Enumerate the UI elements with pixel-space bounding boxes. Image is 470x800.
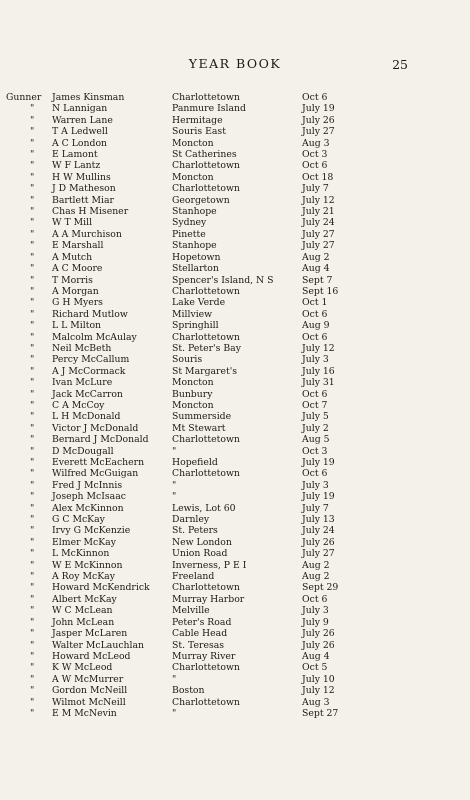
roster-row (0, 138, 470, 149)
roster-row (0, 195, 470, 206)
enlistment-date: Aug 3 (302, 696, 330, 708)
ditto-mark: " (30, 616, 35, 628)
roster-row (0, 594, 470, 605)
hometown: Murray River (172, 650, 236, 662)
ditto-mark: " (30, 514, 35, 526)
enlistment-date: July 9 (302, 616, 329, 628)
ditto-mark: " (30, 331, 35, 343)
enlistment-date: July 26 (302, 536, 335, 548)
soldier-name: Gordon McNeill (52, 685, 128, 697)
ditto-mark: " (30, 263, 35, 275)
roster-row (0, 560, 470, 571)
ditto-mark: " (30, 160, 35, 172)
enlistment-date: Aug 2 (302, 571, 330, 583)
soldier-name: W F Lantz (52, 160, 101, 172)
soldier-name: Wilmot McNeill (52, 696, 126, 708)
hometown: Charlottetown (172, 183, 240, 195)
enlistment-date: July 27 (302, 548, 335, 560)
hometown: Peter's Road (172, 616, 232, 628)
hometown: Lewis, Lot 60 (172, 502, 236, 514)
soldier-name: L McKinnon (52, 548, 110, 560)
hometown: St. Teresas (172, 639, 225, 651)
enlistment-date: July 27 (302, 240, 335, 252)
hometown: Stanhope (172, 206, 217, 218)
roster-row (0, 491, 470, 502)
ditto-mark: " (30, 399, 35, 411)
roster-row (0, 674, 470, 685)
hometown: Springhill (172, 320, 219, 332)
hometown: Charlottetown (172, 285, 240, 297)
soldier-name: Irvy G McKenzie (52, 525, 131, 537)
roster-row (0, 366, 470, 377)
roster-row (0, 457, 470, 468)
soldier-name: K W McLeod (52, 662, 113, 674)
ditto-mark: " (30, 639, 35, 651)
enlistment-date: Oct 6 (302, 468, 328, 480)
enlistment-date: Aug 2 (302, 559, 330, 571)
ditto-mark: " (30, 308, 35, 320)
ditto-mark: " (30, 194, 35, 206)
hometown: Charlottetown (172, 434, 240, 446)
ditto-mark: " (30, 571, 35, 583)
enlistment-date: Oct 3 (302, 445, 328, 457)
enlistment-date: July 3 (302, 605, 329, 617)
hometown: St. Peters (172, 525, 218, 537)
enlistment-date: July 12 (302, 685, 335, 697)
ditto-mark: " (30, 171, 35, 183)
soldier-name: Wilfred McGuigan (52, 468, 139, 480)
enlistment-date: July 26 (302, 628, 335, 640)
enlistment-date: July 26 (302, 114, 335, 126)
hometown: " (172, 491, 177, 503)
ditto-mark: " (30, 502, 35, 514)
soldier-name: Elmer McKay (52, 536, 116, 548)
enlistment-date: July 24 (302, 217, 335, 229)
hometown: Charlottetown (172, 468, 240, 480)
enlistment-date: Oct 6 (302, 308, 328, 320)
soldier-name: A W McMurrer (52, 673, 124, 685)
enlistment-date: July 13 (302, 514, 335, 526)
soldier-name: C A McCoy (52, 399, 105, 411)
enlistment-date: Oct 6 (302, 160, 328, 172)
enlistment-date: Sept 16 (302, 285, 339, 297)
hometown: Mt Stewart (172, 422, 226, 434)
enlistment-date: July 16 (302, 365, 335, 377)
ditto-mark: " (30, 707, 35, 719)
hometown: Summerside (172, 411, 232, 423)
ditto-mark: " (30, 696, 35, 708)
enlistment-date: July 3 (302, 354, 329, 366)
ditto-mark: " (30, 479, 35, 491)
ditto-mark: " (30, 206, 35, 218)
enlistment-date: Oct 7 (302, 399, 328, 411)
soldier-name: A J McCormack (52, 365, 126, 377)
ditto-mark: " (30, 548, 35, 560)
ditto-mark: " (30, 285, 35, 297)
enlistment-date: Oct 6 (302, 388, 328, 400)
roster-row (0, 514, 470, 525)
enlistment-date: July 21 (302, 206, 335, 218)
hometown: Moncton (172, 137, 214, 149)
ditto-mark: " (30, 411, 35, 423)
soldier-name: Alex McKinnon (52, 502, 124, 514)
hometown: Bunbury (172, 388, 213, 400)
ditto-mark: " (30, 422, 35, 434)
soldier-name: W E McKinnon (52, 559, 123, 571)
roster-row (0, 149, 470, 160)
ditto-mark: " (30, 320, 35, 332)
page-number: 25 (392, 57, 408, 72)
roster-row (0, 662, 470, 673)
roster-row (0, 343, 470, 354)
ditto-mark: " (30, 251, 35, 263)
ditto-mark: " (30, 536, 35, 548)
hometown: " (172, 707, 177, 719)
roster-row (0, 160, 470, 171)
roster-row (0, 651, 470, 662)
soldier-name: Neil McBeth (52, 342, 112, 354)
roster-row (0, 548, 470, 559)
roster-row (0, 434, 470, 445)
enlistment-date: July 19 (302, 491, 335, 503)
page-title: YEAR BOOK (188, 56, 282, 71)
soldier-name: Bernard J McDonald (52, 434, 149, 446)
soldier-name: W T Mill (52, 217, 93, 229)
hometown: Pinette (172, 228, 206, 240)
roster-row (0, 263, 470, 274)
roster-row (0, 537, 470, 548)
enlistment-date: Oct 1 (302, 297, 328, 309)
soldier-name: J D Matheson (52, 183, 116, 195)
roster-row (0, 708, 470, 719)
enlistment-date: July 2 (302, 422, 329, 434)
soldier-name: G C McKay (52, 514, 105, 526)
hometown: Charlottetown (172, 582, 240, 594)
ditto-mark: " (30, 445, 35, 457)
soldier-name: Albert McKay (52, 593, 117, 605)
ditto-mark: " (30, 342, 35, 354)
hometown: Charlottetown (172, 662, 240, 674)
hometown: Sydney (172, 217, 207, 229)
roster-row (0, 172, 470, 183)
enlistment-date: July 12 (302, 194, 335, 206)
soldier-name: John McLean (52, 616, 115, 628)
enlistment-date: Aug 9 (302, 320, 330, 332)
hometown: Boston (172, 685, 205, 697)
soldier-name: E Lamont (52, 149, 98, 161)
ditto-mark: " (30, 274, 35, 286)
roster-row (0, 183, 470, 194)
enlistment-date: Aug 4 (302, 650, 330, 662)
enlistment-date: Sept 7 (302, 274, 333, 286)
roster-row (0, 103, 470, 114)
hometown: " (172, 445, 177, 457)
roster-row (0, 582, 470, 593)
hometown: Inverness, P E I (172, 559, 247, 571)
hometown: Millview (172, 308, 213, 320)
soldier-name: L H McDonald (52, 411, 121, 423)
hometown: Georgetown (172, 194, 230, 206)
enlistment-date: Oct 5 (302, 662, 328, 674)
roster-row (0, 571, 470, 582)
enlistment-date: Oct 6 (302, 593, 328, 605)
soldier-name: Jasper McLaren (52, 628, 128, 640)
ditto-mark: " (30, 217, 35, 229)
soldier-name: A A Murchison (52, 228, 122, 240)
enlistment-date: Sept 29 (302, 582, 339, 594)
roster-row (0, 503, 470, 514)
hometown: " (172, 479, 177, 491)
ditto-mark: " (30, 377, 35, 389)
hometown: Freeland (172, 571, 215, 583)
enlistment-date: July 12 (302, 342, 335, 354)
roster-row (0, 697, 470, 708)
roster-row (0, 252, 470, 263)
soldier-name: Jack McCarron (52, 388, 123, 400)
soldier-name: Walter McLauchlan (52, 639, 145, 651)
ditto-mark: " (30, 468, 35, 480)
soldier-name: T Morris (52, 274, 93, 286)
soldier-name: Fred J McInnis (52, 479, 123, 491)
soldier-name: T A Ledwell (52, 126, 108, 138)
ditto-mark: " (30, 388, 35, 400)
soldier-name: Percy McCallum (52, 354, 130, 366)
soldier-name: Joseph McIsaac (52, 491, 126, 503)
soldier-name: Ivan McLure (52, 377, 113, 389)
hometown: Melville (172, 605, 210, 617)
roster-row (0, 217, 470, 228)
hometown: Moncton (172, 377, 214, 389)
roster-row (0, 605, 470, 616)
ditto-mark: " (30, 673, 35, 685)
ditto-mark: " (30, 365, 35, 377)
soldier-name: Chas H Misener (52, 206, 129, 218)
hometown: Moncton (172, 399, 214, 411)
soldier-name: E Marshall (52, 240, 104, 252)
ditto-mark: " (30, 650, 35, 662)
enlistment-date: July 5 (302, 411, 329, 423)
soldier-name: A Roy McKay (52, 571, 115, 583)
soldier-name: Howard McKendrick (52, 582, 150, 594)
soldier-name: Everett McEachern (52, 457, 145, 468)
hometown: Stellarton (172, 263, 219, 275)
hometown: Murray Harbor (172, 593, 245, 605)
ditto-mark: " (30, 354, 35, 366)
ditto-mark: " (30, 240, 35, 252)
hometown: Moncton (172, 171, 214, 183)
ditto-mark: " (30, 685, 35, 697)
roster-row (0, 389, 470, 400)
ditto-mark: " (30, 149, 35, 161)
ditto-mark: " (30, 126, 35, 138)
soldier-name: Howard McLeod (52, 650, 131, 662)
hometown: Panmure Island (172, 103, 246, 115)
ditto-mark: " (30, 525, 35, 537)
soldier-name: A Mutch (52, 251, 93, 263)
ditto-mark: " (30, 114, 35, 126)
roster-row (0, 240, 470, 251)
hometown: " (172, 673, 177, 685)
soldier-name: Warren Lane (52, 114, 113, 126)
hometown: Charlottetown (172, 696, 240, 708)
soldier-name: Richard Mutlow (52, 308, 128, 320)
roster-row (0, 525, 470, 536)
enlistment-date: Aug 5 (302, 434, 330, 446)
hometown: Darnley (172, 514, 210, 526)
hometown: Charlottetown (172, 92, 240, 103)
roster-row (0, 480, 470, 491)
roster-row (0, 297, 470, 308)
soldier-name: E M McNevin (52, 707, 117, 719)
enlistment-date: July 27 (302, 126, 335, 138)
ditto-mark: " (30, 491, 35, 503)
hometown: Hermitage (172, 114, 223, 126)
roster-row (0, 92, 470, 103)
enlistment-date: July 19 (302, 457, 335, 468)
enlistment-date: July 26 (302, 639, 335, 651)
hometown: Spencer's Island, N S (172, 274, 274, 286)
hometown: New London (172, 536, 232, 548)
roster-row (0, 377, 470, 388)
page-header (0, 56, 470, 72)
ditto-mark: " (30, 183, 35, 195)
roster-row (0, 309, 470, 320)
roster-row (0, 126, 470, 137)
enlistment-date: July 19 (302, 103, 335, 115)
roster-row (0, 115, 470, 126)
enlistment-date: Aug 3 (302, 137, 330, 149)
enlistment-date: Oct 6 (302, 331, 328, 343)
ditto-mark: " (30, 605, 35, 617)
soldier-name: Victor J McDonald (52, 422, 139, 434)
soldier-name: H W Mullins (52, 171, 111, 183)
enlistment-date: July 27 (302, 228, 335, 240)
soldier-name: Bartlett Miar (52, 194, 114, 206)
hometown: Hopefield (172, 457, 218, 468)
ditto-mark: " (30, 457, 35, 468)
hometown: Souris East (172, 126, 226, 138)
enlistment-date: Oct 18 (302, 171, 334, 183)
roster-row (0, 286, 470, 297)
hometown: Souris (172, 354, 203, 366)
ditto-mark: " (30, 103, 35, 115)
ditto-mark: " (30, 297, 35, 309)
hometown: St Catherines (172, 149, 237, 161)
roster-row (0, 411, 470, 422)
soldier-name: James Kinsman (52, 92, 125, 103)
roster-row (0, 468, 470, 479)
hometown: Charlottetown (172, 331, 240, 343)
ditto-mark: " (30, 228, 35, 240)
roster-row (0, 685, 470, 696)
roster-row (0, 617, 470, 628)
enlistment-date: Oct 6 (302, 92, 328, 103)
enlistment-date: Aug 4 (302, 263, 330, 275)
enlistment-date: Oct 3 (302, 149, 328, 161)
roster-row (0, 400, 470, 411)
roster-row (0, 332, 470, 343)
soldier-name: W C McLean (52, 605, 113, 617)
soldier-name: A C London (52, 137, 108, 149)
soldier-name: G H Myers (52, 297, 103, 309)
enlistment-date: July 7 (302, 502, 329, 514)
roster-row (0, 354, 470, 365)
roster-list (0, 92, 470, 719)
ditto-mark: " (30, 582, 35, 594)
ditto-mark: " (30, 628, 35, 640)
roster-row (0, 446, 470, 457)
soldier-name: A Morgan (52, 285, 99, 297)
enlistment-date: July 3 (302, 479, 329, 491)
roster-row (0, 320, 470, 331)
roster-row (0, 275, 470, 286)
roster-row (0, 229, 470, 240)
rank-label: Gunner (6, 92, 42, 103)
ditto-mark: " (30, 559, 35, 571)
enlistment-date: Sept 27 (302, 707, 339, 719)
hometown: St. Peter's Bay (172, 342, 241, 354)
soldier-name: N Lannigan (52, 103, 108, 115)
hometown: Charlottetown (172, 160, 240, 172)
enlistment-date: July 31 (302, 377, 335, 389)
ditto-mark: " (30, 593, 35, 605)
soldier-name: Malcolm McAulay (52, 331, 137, 343)
roster-row (0, 640, 470, 651)
hometown: Union Road (172, 548, 228, 560)
ditto-mark: " (30, 434, 35, 446)
hometown: Cable Head (172, 628, 228, 640)
ditto-mark: " (30, 662, 35, 674)
hometown: St Margaret's (172, 365, 238, 377)
soldier-name: L L Milton (52, 320, 102, 332)
hometown: Lake Verde (172, 297, 226, 309)
roster-row (0, 206, 470, 217)
enlistment-date: July 10 (302, 673, 335, 685)
ditto-mark: " (30, 137, 35, 149)
hometown: Stanhope (172, 240, 217, 252)
roster-row (0, 628, 470, 639)
enlistment-date: Aug 2 (302, 251, 330, 263)
roster-row (0, 423, 470, 434)
enlistment-date: July 7 (302, 183, 329, 195)
enlistment-date: July 24 (302, 525, 335, 537)
soldier-name: A C Moore (52, 263, 103, 275)
soldier-name: D McDougall (52, 445, 114, 457)
hometown: Hopetown (172, 251, 221, 263)
